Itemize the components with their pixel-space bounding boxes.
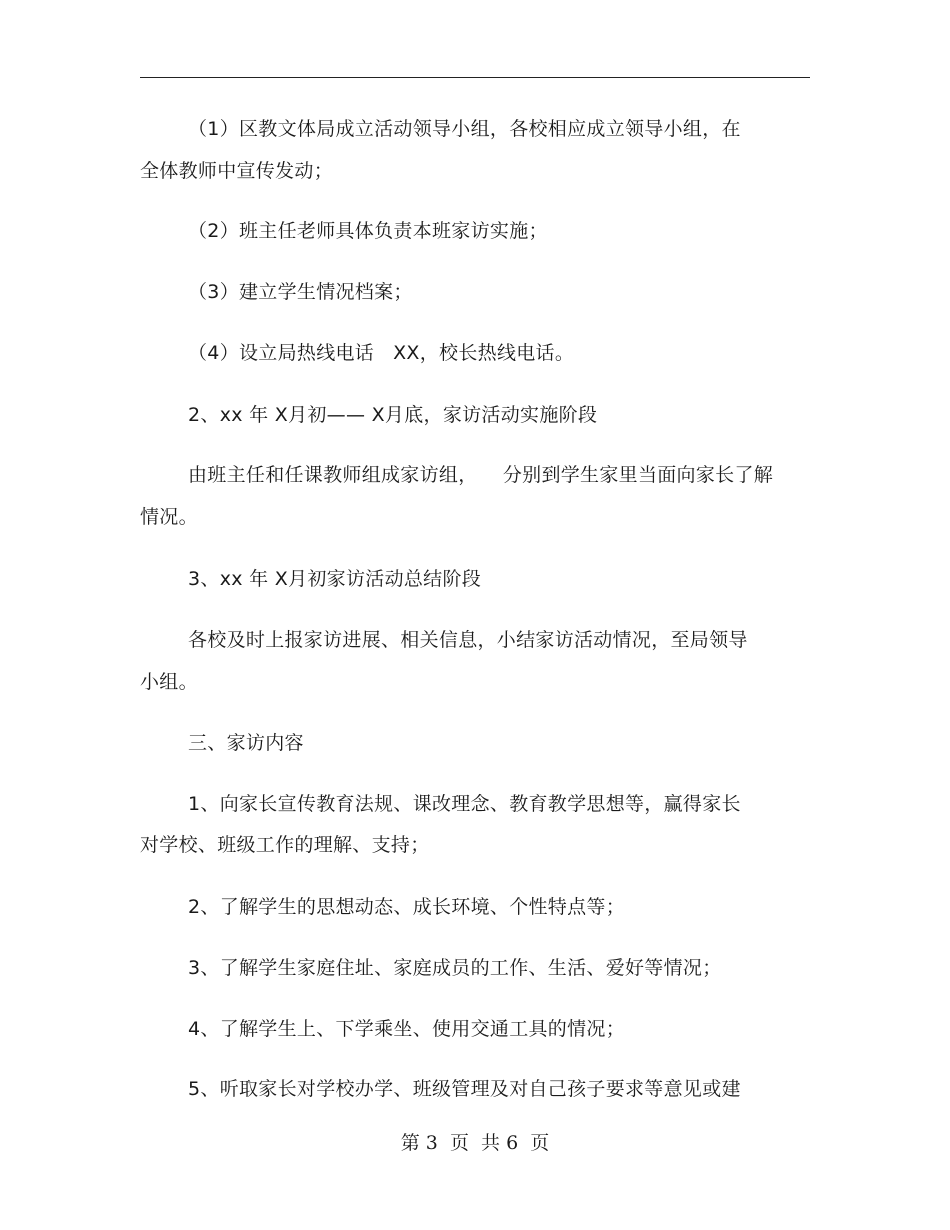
text-line: 2、了解学生的思想动态、成长环境、个性特点等； bbox=[188, 896, 625, 918]
text-line: （3）建立学生情况档案； bbox=[188, 281, 413, 303]
header-rule bbox=[140, 77, 810, 78]
text-line: 1、向家长宣传教育法规、课改理念、教育教学思想等，赢得家长 bbox=[188, 793, 741, 815]
text-line: 3、xx 年 X月初家访活动总结阶段 bbox=[188, 568, 482, 590]
text-line: （1）区教文体局成立活动领导小组，各校相应成立领导小组，在 bbox=[188, 118, 741, 140]
text-line: 4、了解学生上、下学乘坐、使用交通工具的情况； bbox=[188, 1018, 625, 1040]
text-line: 各校及时上报家访进展、相关信息，小结家访活动情况，至局领导 bbox=[188, 629, 748, 651]
text-line: 3、了解学生家庭住址、家庭成员的工作、生活、爱好等情况； bbox=[188, 957, 722, 979]
text-line: （2）班主任老师具体负责本班家访实施； bbox=[188, 220, 548, 242]
text-line: （4）设立局热线电话 XX，校长热线电话。 bbox=[188, 342, 575, 364]
text-line: 情况。 bbox=[140, 506, 198, 528]
text-line: 2、xx 年 X月初—— X月底，家访活动实施阶段 bbox=[188, 404, 598, 426]
section-heading: 三、家访内容 bbox=[188, 732, 304, 754]
text-line: 全体教师中宣传发动； bbox=[140, 160, 334, 182]
page-number-footer: 第 3 页 共 6 页 bbox=[400, 1132, 550, 1154]
text-line: 由班主任和任课教师组成家访组， 分别到学生家里当面向家长了解 bbox=[188, 464, 774, 486]
text-line: 小组。 bbox=[140, 671, 198, 693]
text-line: 5、听取家长对学校办学、班级管理及对自己孩子要求等意见或建 bbox=[188, 1078, 741, 1100]
text-line: 对学校、班级工作的理解、支持； bbox=[140, 834, 430, 856]
